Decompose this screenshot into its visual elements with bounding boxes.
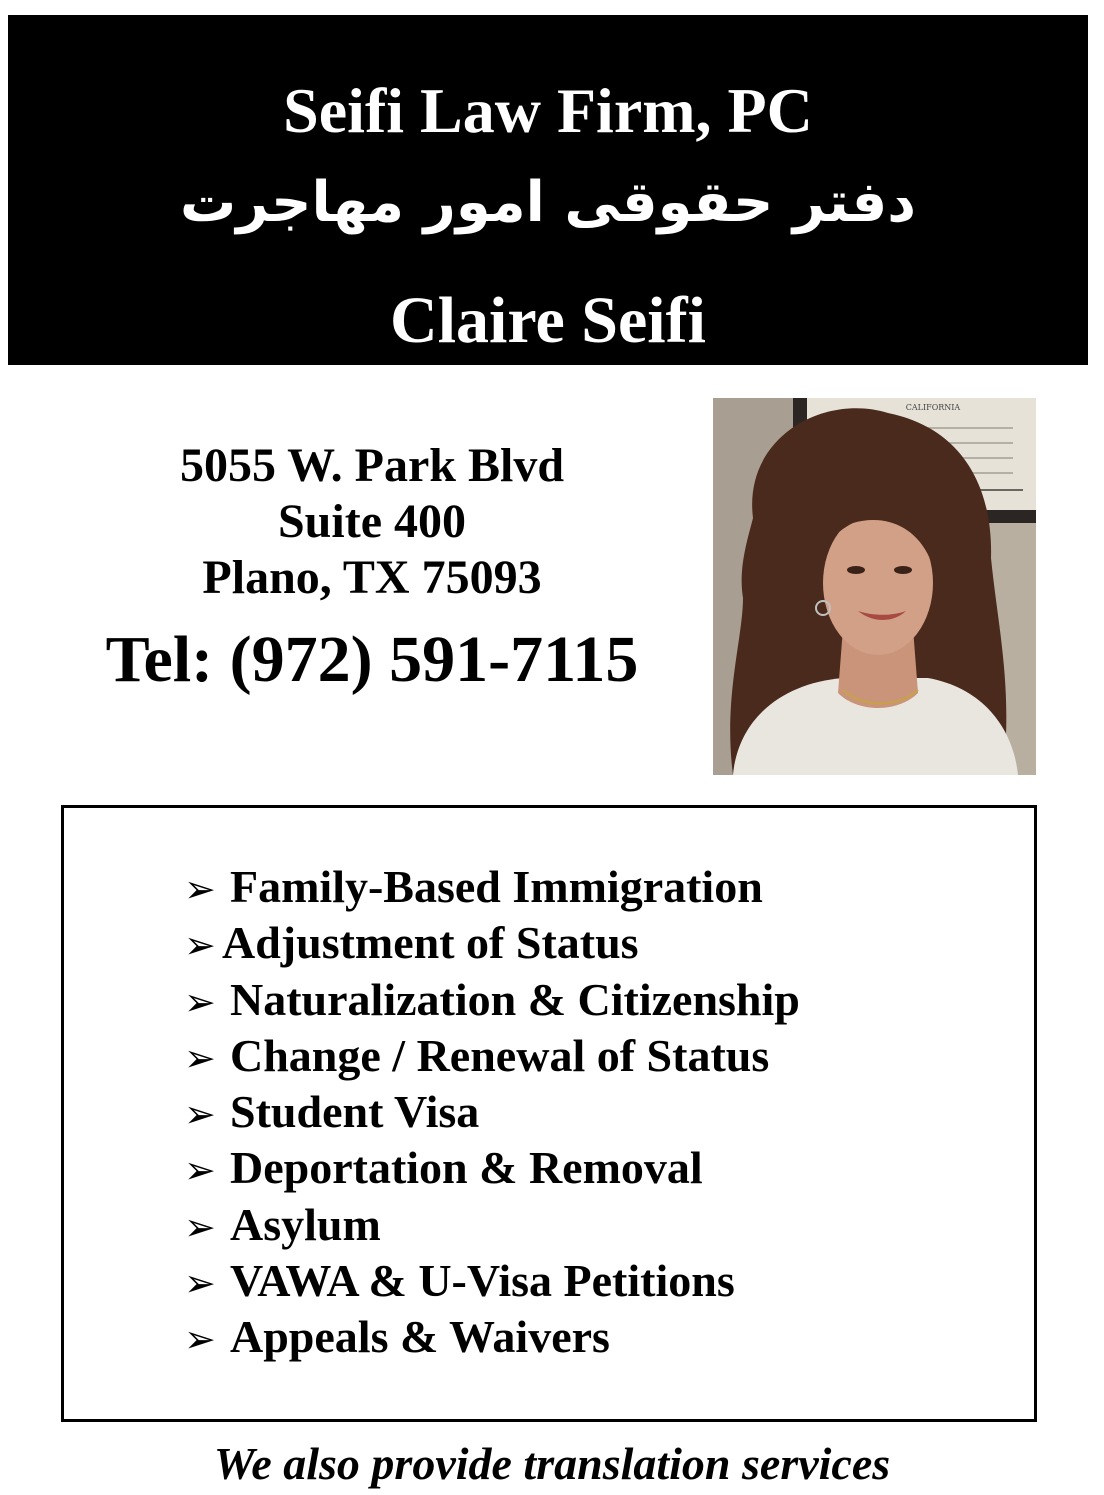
address-line-3: Plano, TX 75093	[202, 551, 542, 604]
arrowhead-right-icon: ➢	[184, 867, 216, 911]
list-item	[184, 1029, 800, 1085]
certificate-seal-text: CALIFORNIA	[905, 403, 961, 412]
service-label: Student Visa	[230, 1086, 480, 1138]
list-item	[184, 1141, 800, 1197]
list-item	[184, 1085, 800, 1141]
service-label: VAWA & U-Visa Petitions	[230, 1255, 735, 1307]
firm-name: Seifi Law Firm, PC	[283, 75, 813, 146]
service-label: Deportation & Removal	[230, 1142, 703, 1194]
service-label: Appeals & Waivers	[230, 1311, 610, 1363]
service-label: Asylum	[230, 1198, 381, 1250]
list-item	[184, 1198, 800, 1254]
contact-block	[60, 438, 684, 700]
list-item	[184, 1254, 800, 1310]
arrowhead-right-icon: ➢	[184, 1204, 216, 1249]
list-item	[184, 916, 800, 972]
service-label: Adjustment of Status	[222, 917, 639, 969]
service-label: Naturalization & Citizenship	[230, 973, 800, 1025]
arrowhead-right-icon: ➢	[184, 923, 216, 968]
address-line-2: Suite 400	[277, 495, 466, 548]
arrowhead-right-icon: ➢	[184, 1035, 216, 1080]
attorney-photo	[713, 398, 1036, 775]
services-list	[184, 860, 800, 1367]
services-box	[61, 805, 1037, 1422]
arrowhead-right-icon: ➢	[184, 979, 216, 1024]
service-label: Change / Renewal of Status	[230, 1029, 770, 1081]
footer-tagline: We also provide translation services	[213, 1438, 891, 1489]
header-banner	[8, 15, 1088, 365]
list-item	[184, 973, 800, 1029]
list-item	[184, 1310, 800, 1366]
persian-title: دفتر حقوقی امور مهاجرت	[179, 170, 917, 235]
arrowhead-right-icon: ➢	[184, 1317, 216, 1362]
phone-number: Tel: (972) 591-7115	[105, 623, 639, 696]
list-item	[184, 860, 800, 916]
service-label: Family-Based Immigration	[230, 861, 763, 912]
arrowhead-right-icon: ➢	[184, 1261, 216, 1306]
arrowhead-right-icon: ➢	[184, 1092, 216, 1137]
attorney-name: Claire Seifi	[390, 284, 706, 357]
address-line-1: 5055 W. Park Blvd	[179, 439, 565, 492]
arrowhead-right-icon: ➢	[184, 1148, 216, 1193]
